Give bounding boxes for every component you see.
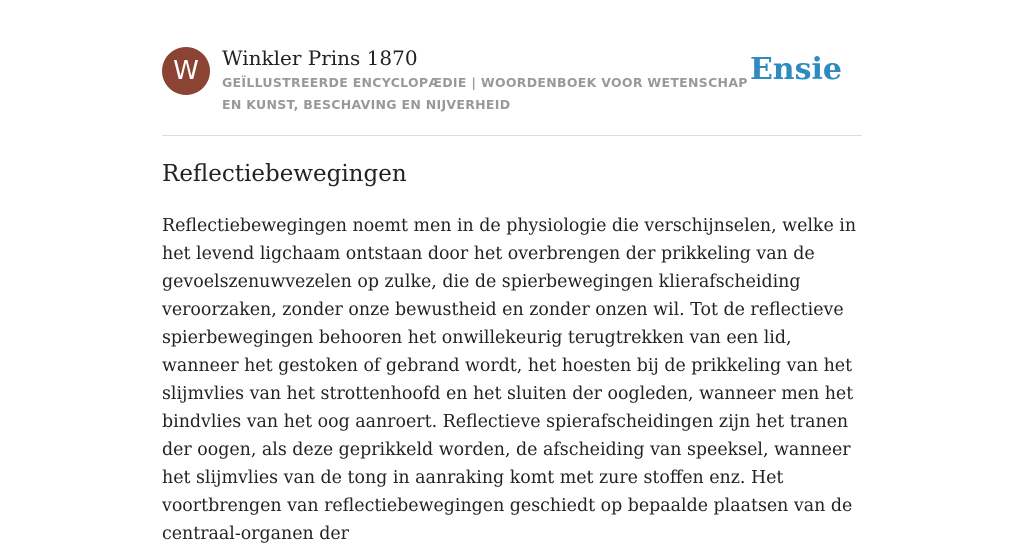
- source-subtitle: GEÏLLUSTREERDE ENCYCLOPÆDIE | WOORDENBOEK VOOR WETENSCHAP EN KUNST, BESCHAVING EN NIJVERHEID: [222, 75, 748, 112]
- article-body: Reflectiebewegingen noemt men in de physiologie die verschijnselen, welke in het levend ligchaam ontstaan door het overbrengen der prikkeling van de gevoelszenuwvezelen op zulke, die de spierbewegingen klierafscheiding veroorzaken, zonder onze bewustheid en zonder onzen wil. Tot de reflectieve spierbewegingen behooren het onwillekeurig terugtrekken van een lid, wanneer het gestoken of gebrand wordt, het hoesten bij de prikkeling van het slijmvlies van het strottenhoofd en het sluiten der oogleden, wanneer men het bindvlies van het oog aanroert. Reflectieve spierafscheidingen zijn het tranen der oogen, als deze geprikkeld worden, de afscheiding van speeksel, wanneer het slijmvlies van de tong in aanraking komt met zure stoffen enz. Het voortbrengen van reflectiebewegingen geschiedt op bepaalde plaatsen van de centraal-organen der: [162, 216, 857, 544]
- source-name-link[interactable]: Winkler Prins 1870: [222, 46, 418, 70]
- source-header: [162, 0, 862, 136]
- page-content: [162, 0, 862, 544]
- ensie-logo-link[interactable]: Ensie: [749, 52, 842, 87]
- article-title: Reflectiebewegingen: [162, 161, 407, 187]
- source-avatar[interactable]: W: [162, 47, 210, 95]
